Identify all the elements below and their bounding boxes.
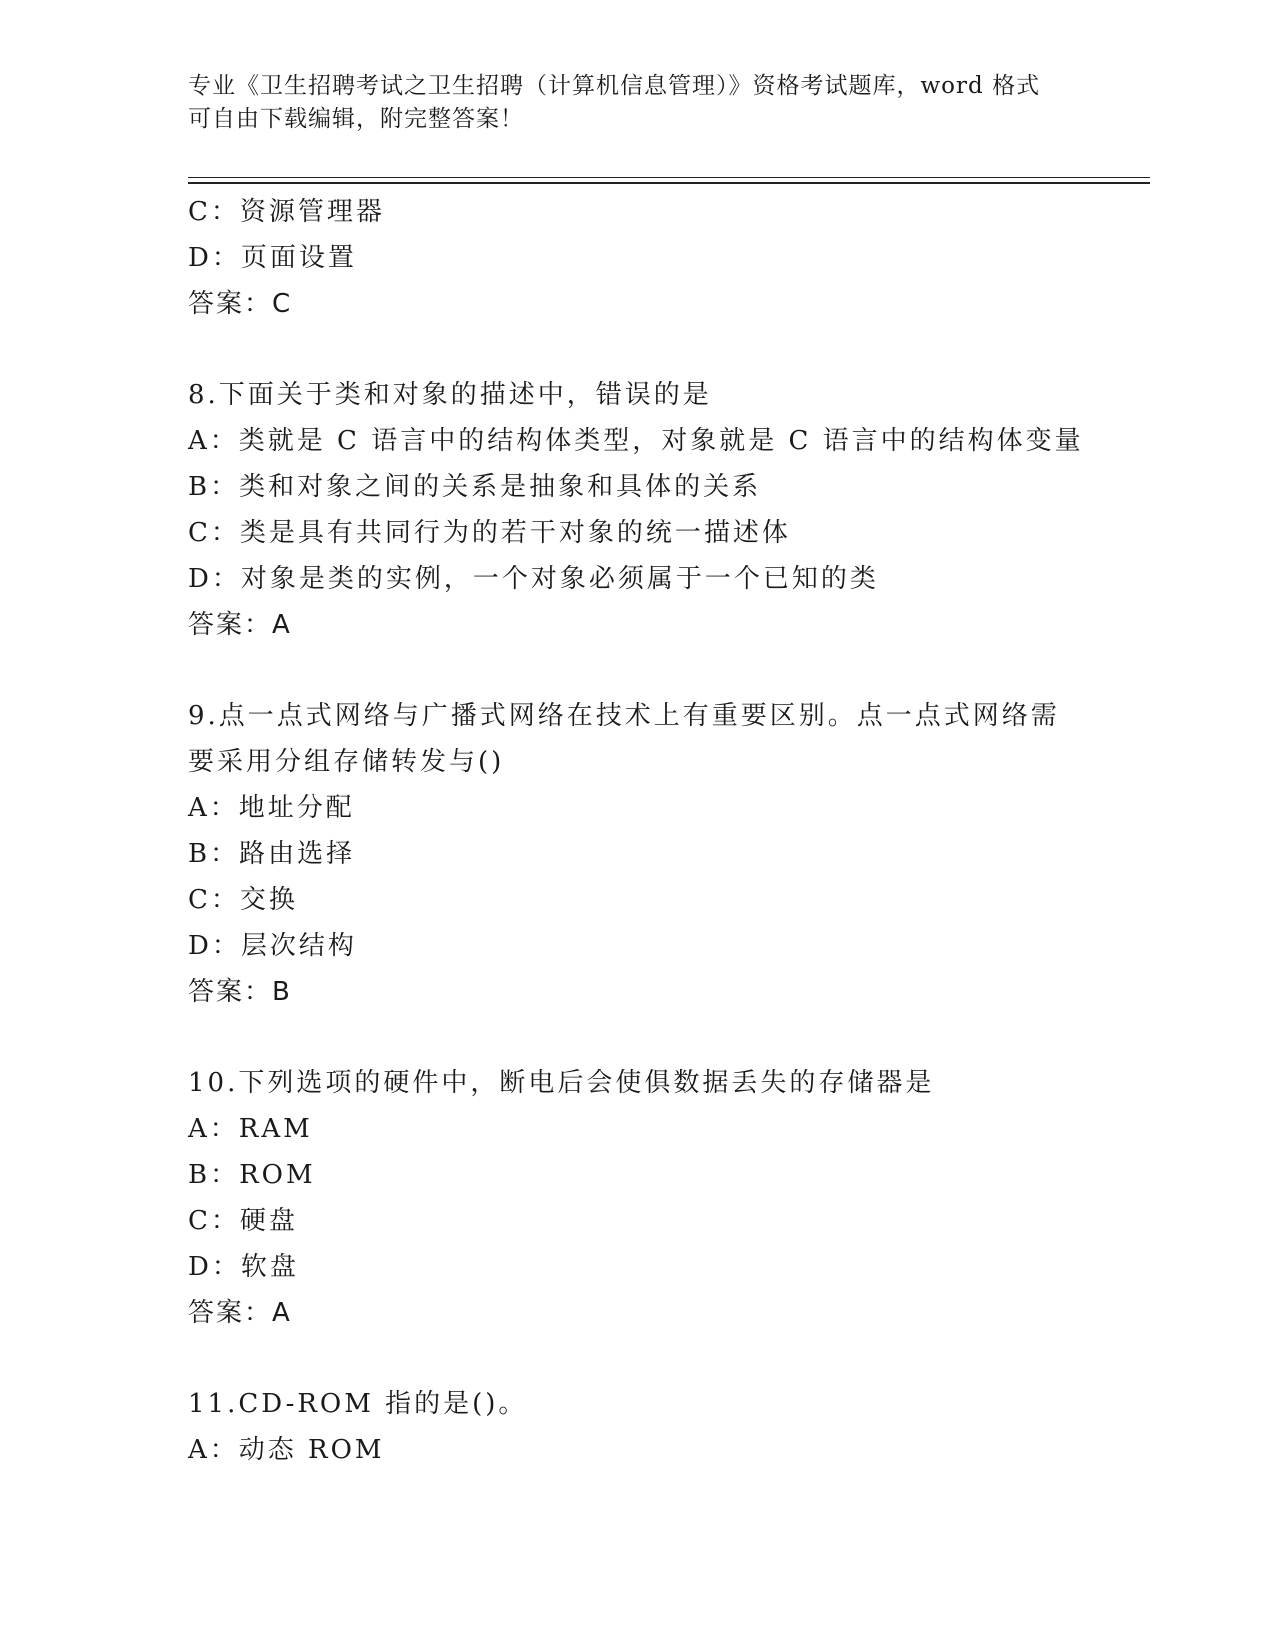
answer-line: 答案：C <box>188 289 293 319</box>
option-c: C：类是具有共同行为的若干对象的统一描述体 <box>188 518 791 548</box>
question-stem: 8.下面关于类和对象的描述中，错误的是 <box>188 380 712 410</box>
header-rule-thin <box>188 177 1150 178</box>
question-10 <box>188 1060 1088 1336</box>
question-stem-continued: 要采用分组存储转发与() <box>188 747 505 777</box>
question-list <box>188 189 1088 1473</box>
option-d: D：软盘 <box>188 1252 299 1282</box>
option-b: B：路由选择 <box>188 839 356 869</box>
question-stem: 10.下列选项的硬件中，断电后会使俱数据丢失的存储器是 <box>188 1068 935 1098</box>
option-b: B：ROM <box>188 1160 316 1190</box>
answer-line: 答案：B <box>188 977 292 1007</box>
question-partial <box>188 189 1088 327</box>
option-b: B：类和对象之间的关系是抽象和具体的关系 <box>188 472 762 502</box>
option-a: A：RAM <box>188 1114 313 1144</box>
answer-line: 答案：A <box>188 1298 292 1328</box>
answer-line: 答案：A <box>188 610 292 640</box>
header-rule-thick <box>188 182 1150 184</box>
header-line-1: 专业《卫生招聘考试之卫生招聘（计算机信息管理）》资格考试题库，word 格式 <box>188 73 1041 99</box>
spacer <box>188 327 1088 372</box>
option-d: D：层次结构 <box>188 931 357 961</box>
question-stem: 9.点一点式网络与广播式网络在技术上有重要区别。点一点式网络需 <box>188 701 1060 731</box>
question-stem: 11.CD-ROM 指的是()。 <box>188 1389 528 1419</box>
document-header <box>188 70 1088 136</box>
header-line-2: 可自由下载编辑，附完整答案！ <box>188 106 524 132</box>
question-11 <box>188 1381 1088 1473</box>
option-d: D：页面设置 <box>188 243 357 273</box>
spacer <box>188 1015 1088 1060</box>
spacer <box>188 648 1088 693</box>
option-a: A：类就是 C 语言中的结构体类型，对象就是 C 语言中的结构体变量 <box>188 426 1084 456</box>
option-c: C：硬盘 <box>188 1206 298 1236</box>
question-9 <box>188 693 1088 1015</box>
option-a: A：地址分配 <box>188 793 355 823</box>
option-d: D：对象是类的实例，一个对象必须属于一个已知的类 <box>188 564 879 594</box>
option-c: C：交换 <box>188 885 298 915</box>
spacer <box>188 1336 1088 1381</box>
question-8 <box>188 372 1088 648</box>
option-c: C：资源管理器 <box>188 197 385 227</box>
option-a: A：动态 ROM <box>188 1435 385 1465</box>
